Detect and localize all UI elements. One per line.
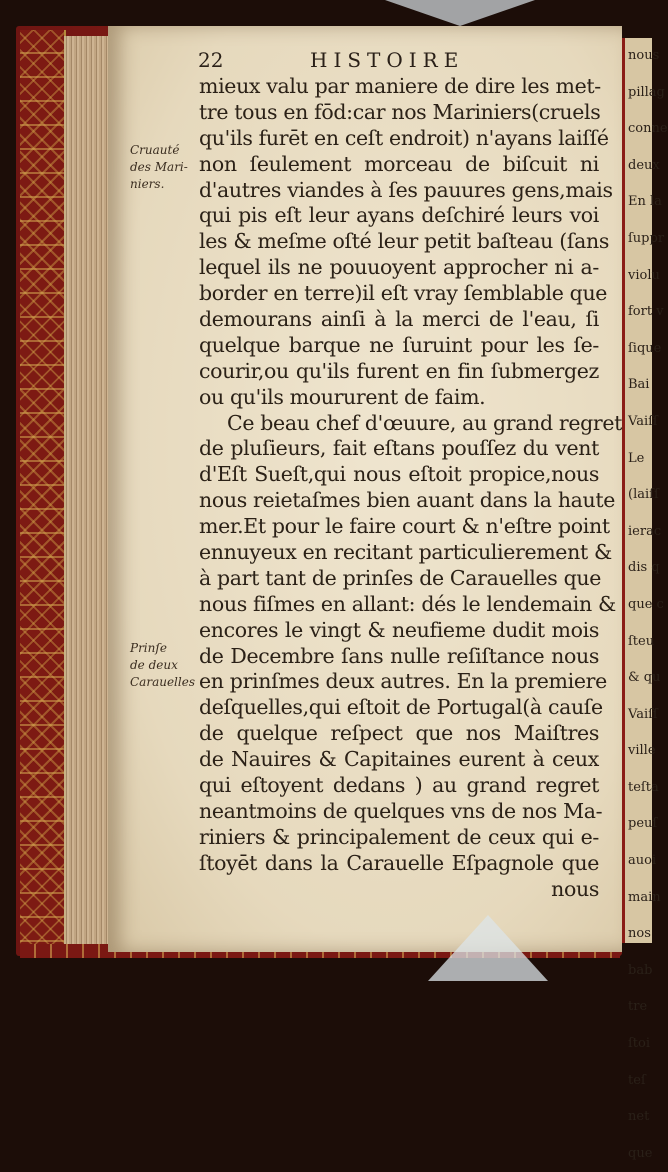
page-edges: [64, 36, 112, 944]
facing-page-fragment: Vaiſſ: [628, 706, 658, 722]
text-line: mieux valu par maniere de dire les met-: [199, 74, 601, 98]
page-header: [198, 48, 598, 76]
text-line: nous reietaſmes bien auant dans la haute: [199, 488, 616, 513]
text-line: courir,ou qu'ils furent en fin ſubmergez: [199, 358, 599, 383]
facing-page-fragment: que c: [628, 596, 664, 612]
running-head: HISTOIRE: [310, 48, 465, 72]
text-line: border en terre)il eſt vray ſemblable que: [199, 281, 608, 306]
text-line: deſquelles,qui eſtoit de Portugal(à cauſe: [199, 695, 603, 720]
facing-page-fragment: pillag: [628, 84, 665, 100]
text-line: Ce beau chef d'œuure, au grand regret: [227, 410, 623, 435]
facing-page-fragment: deux: [628, 157, 660, 173]
facing-page-fragment: ſique: [628, 340, 662, 356]
facing-page-fragment: Le: [628, 450, 645, 466]
facing-page-fragment: nos: [628, 926, 651, 942]
text-line: riniers & principalement de ceux qui e-: [199, 824, 599, 849]
marginal-line: niers.: [130, 177, 165, 191]
book-clip-bottom: [428, 915, 548, 981]
facing-page-fragment: nous: [628, 48, 660, 63]
facing-page-fragment: net: [628, 1109, 650, 1125]
text-line: nous fiſmes en allant: dés le lendemain &: [199, 591, 616, 616]
facing-page-fragment: que: [628, 1145, 653, 1161]
marginal-line: des Mari-: [130, 160, 188, 174]
text-line: de pluſieurs, fait eſtans pouſſez du vent: [199, 436, 599, 461]
facing-page-fragment: tre: [628, 999, 648, 1015]
facing-page-fragment: ſtoi: [628, 1036, 651, 1052]
facing-page-fragment: Vaiſſ: [628, 413, 658, 429]
marginal-line: Cruauté: [130, 143, 180, 157]
text-line: de quelque reſpect que nos Maiſtres: [199, 721, 599, 746]
text-line: en prinſmes deux autres. En la premiere: [199, 669, 607, 694]
book-clip-top: [385, 0, 535, 26]
text-line: qui eſtoyent dedans ) au grand regret: [199, 773, 599, 798]
text-line: ou qu'ils moururent de faim.: [199, 384, 486, 409]
facing-page-fragment: (laiſſ: [628, 487, 659, 503]
facing-page-fragment: dis q: [628, 560, 660, 576]
text-line: qui pis eſt leur ayans deſchiré leurs voi: [199, 203, 599, 228]
facing-page-fragment: En la: [628, 194, 662, 210]
text-line: ennuyeux en recitant particulierement &: [199, 540, 612, 565]
facing-page-fragment: ville: [628, 743, 656, 759]
text-line: ſtoyēt dans la Carauelle Eſpagnole que: [199, 850, 599, 875]
facing-page-edge: [622, 38, 668, 1161]
facing-page-fragment: ierac: [628, 523, 662, 539]
facing-page-fragment: bab: [628, 962, 653, 978]
facing-page-fragment: & qu: [628, 670, 661, 686]
text-line: demourans ainſi à la merci de l'eau, ſi: [199, 307, 599, 332]
facing-page-fragment: ſuppr: [628, 230, 665, 246]
marginal-line: Carauelles: [130, 675, 195, 689]
facing-page-fragment: conne: [628, 121, 668, 137]
facing-page-fragment: fort v: [628, 304, 664, 320]
page-number: 22: [198, 48, 224, 72]
text-line: tre tous en fōd:car nos Mariniers(cruels: [199, 99, 601, 124]
text-line: à part tant de prinſes de Carauelles que: [199, 565, 602, 590]
facing-page-fragment: Bai: [628, 377, 650, 393]
marginal-line: Prinſe: [130, 641, 167, 655]
facing-page-fragment: teſ: [628, 1072, 646, 1088]
marginal-line: de deux: [130, 658, 178, 672]
text-line: de Decembre ſans nulle reſiſtance nous: [199, 643, 599, 668]
text-line: qu'ils furēt en ceſt endroit) n'ayans laiſſé: [199, 125, 609, 150]
text-line: d'autres viandes à ſes pauures gens,mais: [199, 177, 613, 202]
text-line: quelque barque ne ſuruint pour les ſe-: [199, 332, 599, 357]
facing-page-fragment: violu: [628, 267, 660, 283]
text-line: lequel ils ne pouuoyent approcher ni a-: [199, 255, 599, 280]
text-line: de Nauires & Capitaines eurent à ceux: [199, 747, 599, 772]
text-line: non ſeulement morceau de biſcuit ni: [199, 151, 599, 176]
text-line: neantmoins de quelques vns de nos Ma-: [199, 798, 603, 823]
text-line: encores le vingt & neufieme dudit mois: [199, 617, 599, 642]
text-line: les & meſme oſté leur petit baſteau (ſans: [199, 229, 609, 254]
text-line: d'Eſt Sueſt,qui nous eſtoit propice,nous: [199, 462, 599, 487]
catchword: nous: [551, 876, 599, 901]
marginal-note-caravels: [130, 640, 195, 691]
gilt-border-left: [20, 30, 66, 948]
facing-page-fragment: peuſ: [628, 816, 658, 832]
text-line: mer.Et pour le faire court & n'eſtre point: [199, 514, 610, 539]
facing-page-fragment: teſta: [628, 779, 659, 795]
marginal-note-cruelty: [130, 142, 188, 193]
facing-page-fragment: main: [628, 889, 661, 905]
body-text: [199, 74, 623, 903]
facing-page-fragment: auoi: [628, 853, 657, 869]
facing-page-fragment: ſteu: [628, 633, 655, 649]
